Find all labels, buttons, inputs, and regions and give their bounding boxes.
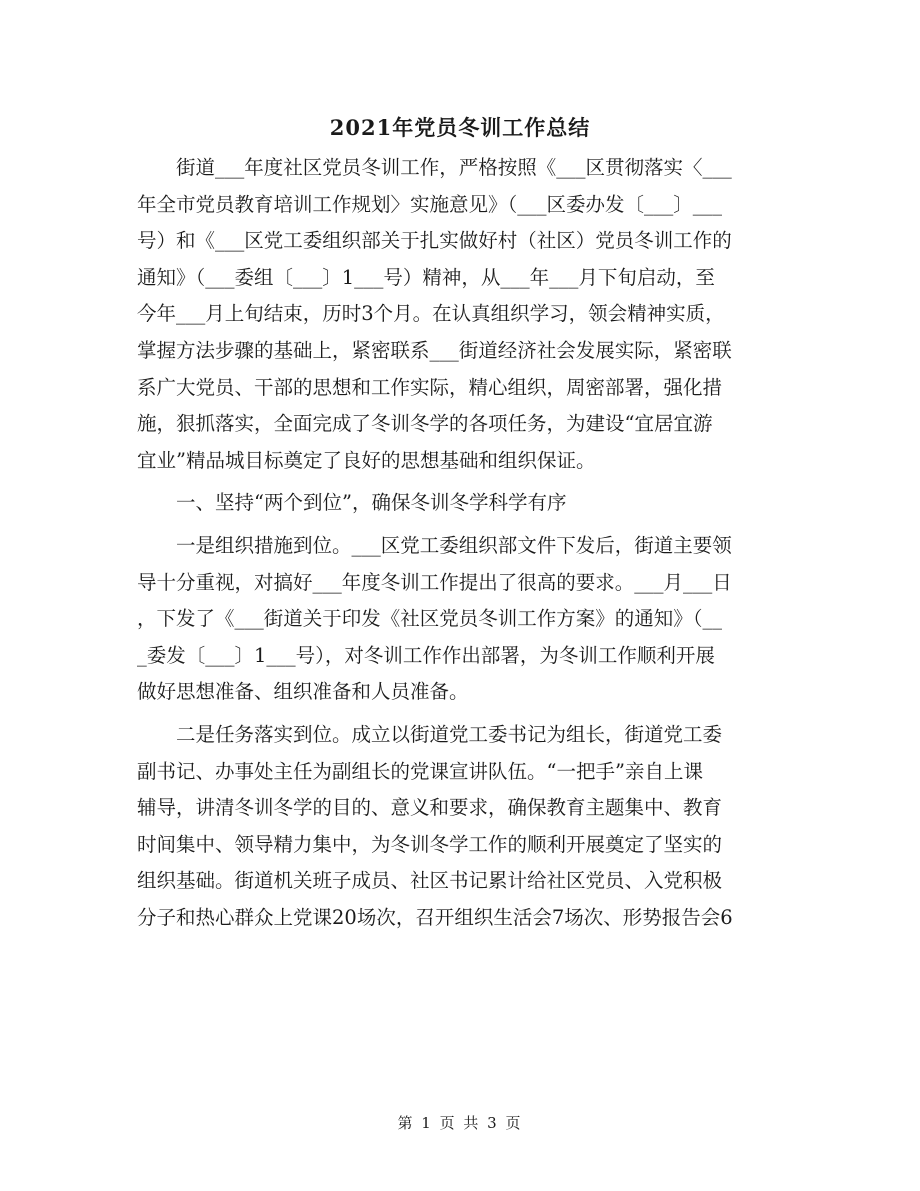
paragraph-line: 组织基础。街道机关班子成员、社区书记累计给社区党员、入党积极 [137,869,723,893]
paragraph-line: 号）和《___区党工委组织部关于扎实做好村（社区）党员冬训工作的 [137,229,732,253]
document-title: 2021年党员冬训工作总结 [329,115,591,140]
paragraph-line: 年全市党员教育培训工作规划〉实施意见》（___区委办发〔___〕___ [137,192,723,216]
page-number-footer: 第 1 页 共 3 页 [397,1114,523,1132]
paragraph-line: _委发〔___〕1___号），对冬训工作作出部署，为冬训工作顺利开展 [137,643,715,667]
paragraph-line: 分子和热心群众上党课20场次，召开组织生活会7场次、形势报告会6 [137,905,733,929]
paragraph-line: 时间集中、领导精力集中，为冬训冬学工作的顺利开展奠定了坚实的 [137,832,723,856]
document-body [137,150,782,936]
paragraph-line: 做好思想准备、组织准备和人员准备。 [137,680,469,704]
paragraph-line: 辅导，讲清冬训冬学的目的、意义和要求，确保教育主题集中、教育 [137,796,723,820]
paragraph-line: 掌握方法步骤的基础上，紧密联系___街道经济社会发展实际，紧密联 [137,338,732,362]
paragraph-line: 系广大党员、干部的思想和工作实际，精心组织，周密部署，强化措 [137,375,723,399]
paragraph-line: 通知》（___委组〔___〕1___号）精神，从___年___月下旬启动，至 [137,265,715,289]
paragraph-line: ，下发了《___街道关于印发《社区党员冬训工作方案》的通知》（__ [137,607,723,631]
paragraph-line: 街道___年度社区党员冬训工作，严格按照《___区贯彻落实〈___ [176,156,732,179]
paragraph-line: 宜业”精品城目标奠定了良好的思想基础和组织保证。 [137,448,596,472]
section-heading: 一、坚持“两个到位”，确保冬训冬学科学有序 [176,491,567,515]
paragraph-line: 一是组织措施到位。___区党工委组织部文件下发后，街道主要领 [176,533,732,557]
paragraph-line: 导十分重视，对搞好___年度冬训工作提出了很高的要求。___月___日 [137,570,732,594]
paragraph-line: 施，狠抓落实，全面完成了冬训冬学的各项任务，为建设“宜居宜游 [137,412,713,436]
paragraph-line: 二是任务落实到位。成立以街道党工委书记为组长，街道党工委 [176,722,723,746]
paragraph-line: 今年___月上旬结束，历时3个月。在认真组织学习，领会精神实质， [137,302,725,326]
paragraph-line: 副书记、办事处主任为副组长的党课宣讲队伍。“一把手”亲自上课 [137,759,703,783]
